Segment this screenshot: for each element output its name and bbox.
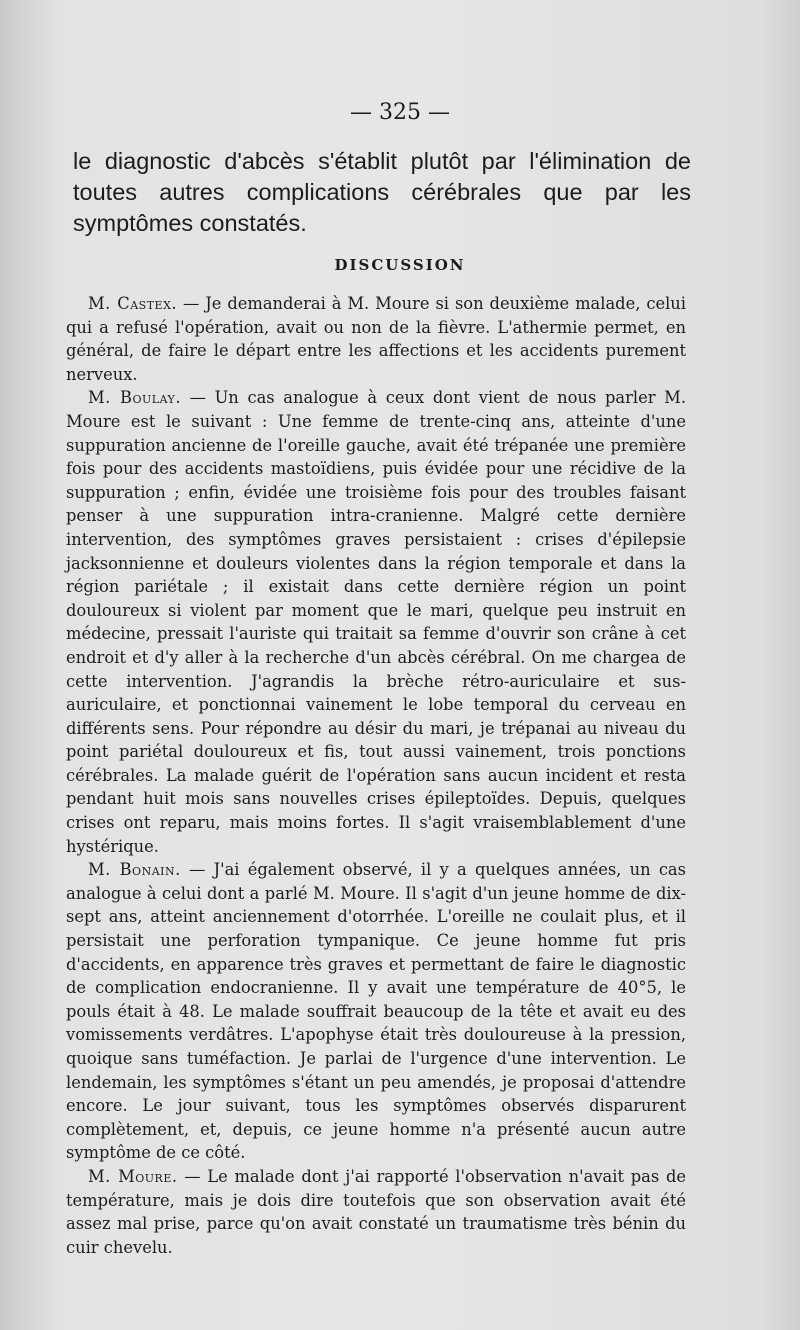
lead-paragraph: le diagnostic d'abcès s'établit plutôt par l'élimination de toutes autres complications cérébrales que par les symptômes constatés.	[73, 148, 691, 236]
speaker-name: M. Moure.	[88, 1166, 178, 1186]
paragraph-text: — Le malade dont j'ai rapporté l'observation n'avait pas de température, mais je dois dire toutefois que son observation avait été assez mal prise, parce qu'on avait constaté un traumatisme très bénin du cuir chevelu.	[66, 1166, 687, 1257]
discussion-body	[66, 292, 686, 1259]
section-heading: DISCUSSION	[334, 256, 466, 274]
paragraph-boulay	[66, 386, 686, 858]
page-number: — 325 —	[350, 100, 450, 125]
speaker-name: M. Boulay.	[88, 388, 181, 408]
paragraph-moure	[66, 1165, 686, 1259]
speaker-name: M. Bonain.	[88, 860, 181, 880]
paragraph-castex	[66, 292, 686, 386]
paragraph-text: — Un cas analogue à ceux dont vient de nous parler M. Moure est le suivant : Une femme de trente-cinq ans, atteinte d'une suppuration ancienne de l'oreille gauche, avait été trépanée une première fois pour des accidents mastoïdiens, puis évidée pour une récidive de la suppuration ; enfin, évidée une troisième fois pour des troubles faisant penser à une suppuration intra-cranienne. Malgré cette dernière intervention, des symptômes graves persistaient : crises d'épilepsie jacksonnienne et douleurs violentes dans la région temporale et dans la région pariétale ; il existait dans cette dernière région un point douloureux si violent par moment que le mari, quelque peu instruit en médecine, pressait l'auriste qui traitait sa femme d'ouvrir son crâne à cet endroit et d'y aller à la recherche d'un abcès cérébral. On me chargea de cette intervention. J'agrandis la brèche rétro-auriculaire et sus-auriculaire, et ponctionnai vainement le lobe temporal du cerveau en différents sens. Pour répondre au désir du mari, je trépanai au niveau du point pariétal douloureux et fis, tout aussi vainement, trois ponctions cérébrales. La malade guérit de l'opération sans aucun incident et resta pendant huit mois sans nouvelles crises épileptoïdes. Depuis, quelques crises ont reparu, mais moins fortes. Il s'agit vraisemblablement d'une hystérique.	[66, 388, 686, 856]
paragraph-bonain	[66, 858, 686, 1165]
paragraph-text: — Je demanderai à M. Moure si son deuxième malade, celui qui a refusé l'opération, avait ou non de la fièvre. L'athermie permet, en général, de faire le départ entre les affections et les accidents purement nerveux.	[66, 294, 686, 384]
paragraph-text: — J'ai également observé, il y a quelques années, un cas analogue à celui dont a parlé M. Moure. Il s'agit d'un jeune homme de dix-sept ans, atteint anciennement d'otorrhée. L'oreille ne coulait plus, et il persistait une perforation tympanique. Ce jeune homme fut pris d'accidents, en apparence très graves et permettant de faire le diagnostic de complication endocranienne. Il y avait une température de 40°5, le pouls était à 48. Le malade souffrait beaucoup de la tête et avait eu des vomissements verdâtres. L'apophyse était très douloureuse à la pression, quoique sans tuméfaction. Je parlai de l'urgence d'une intervention. Le lendemain, les symptômes s'étant un peu amendés, je proposai d'attendre encore. Le jour suivant, tous les symptômes observés disparurent complètement, et, depuis, ce jeune homme n'a présenté aucun autre symptôme de ce côté.	[66, 860, 686, 1163]
speaker-name: M. Castex.	[88, 294, 178, 313]
